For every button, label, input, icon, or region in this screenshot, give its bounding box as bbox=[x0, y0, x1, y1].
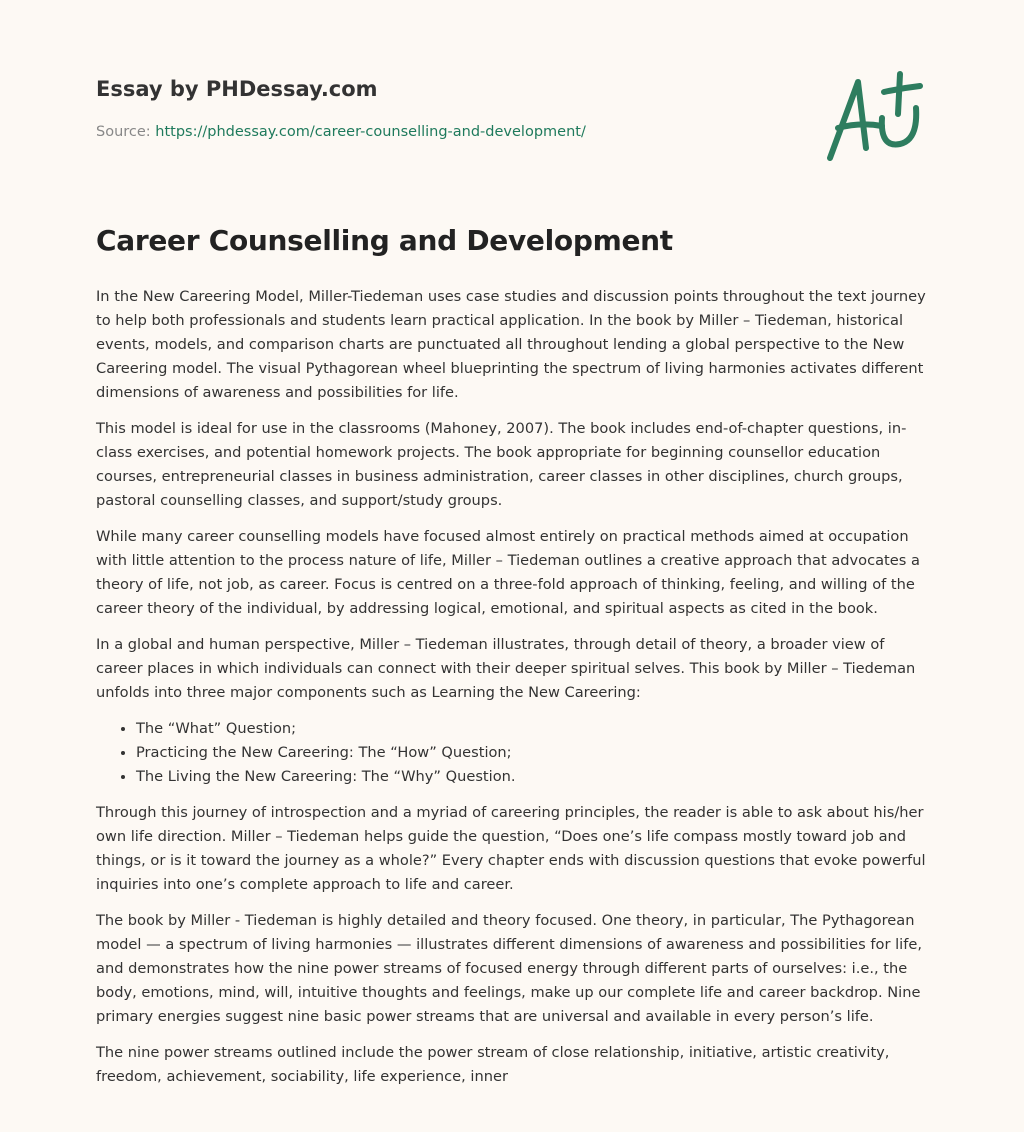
paragraph: In the New Careering Model, Miller-Tiedeman uses case studies and discussion points throughout the text journey to help both professionals and students learn practical application. In the book by Miller – Tiedeman, historical events, models, and comparison charts are punctuated all throughout lending a global perspective to the New Careering model. The visual Pythagorean wheel blueprinting the spectrum of living harmonies activates different dimensions of awareness and possibilities for life. bbox=[96, 288, 926, 401]
paragraph: While many career counselling models have focused almost entirely on practical methods aimed at occupation with little attention to the process nature of life, Miller – Tiedeman outlines a creative approach that advocates a theory of life, not job, as career. Focus is centred on a three-fold approach of thinking, feeling, and willing of the career theory of the individual, by addressing logical, emotional, and spiritual aspects as cited in the book. bbox=[96, 528, 920, 617]
paragraph: The nine power streams outlined include the power stream of close relationship, initiative, artistic creativity, freedom, achievement, sociability, life experience, inner bbox=[96, 1044, 890, 1085]
source-label: Source: bbox=[96, 124, 151, 140]
source-link[interactable]: https://phdessay.com/career-counselling-and-development/ bbox=[155, 124, 586, 140]
list-item: • The “What” Question; bbox=[136, 717, 932, 741]
paragraph: Through this journey of introspection and a myriad of careering principles, the reader is able to ask about his/her own life direction. Miller – Tiedeman helps guide the question, “Does one’s life compass mostly toward job and things, or is it toward the journey as a whole?” Every chapter ends with discussion questions that evoke powerful inquiries into one’s complete approach to life and career. bbox=[96, 804, 926, 893]
article-body bbox=[96, 285, 932, 1101]
a-plus-logo-icon bbox=[820, 68, 930, 168]
article-title: Career Counselling and Development bbox=[96, 224, 673, 257]
site-brand: Essay by PHDessay.com bbox=[96, 77, 378, 101]
paragraph: In a global and human perspective, Miller – Tiedeman illustrates, through detail of theory, a broader view of career places in which individuals can connect with their deeper spiritual selves. This book by Miller – Tiedeman unfolds into three major components such as Learning the New Careering: bbox=[96, 636, 916, 701]
paragraph: This model is ideal for use in the classrooms (Mahoney, 2007). The book includes end-of-chapter questions, in-class exercises, and potential homework projects. The book appropriate for beginning counsellor education courses, entrepreneurial classes in business administration, career classes in other disciplines, church groups, pastoral counselling classes, and support/study groups. bbox=[96, 420, 907, 509]
components-list bbox=[96, 717, 932, 789]
list-item: • Practicing the New Careering: The “How” Question; bbox=[136, 741, 932, 765]
paragraph: The book by Miller - Tiedeman is highly detailed and theory focused. One theory, in particular, The Pythagorean model — a spectrum of living harmonies — illustrates different dimensions of awareness and possibilities for life, and demonstrates how the nine power streams of focused energy through different parts of ourselves: i.e., the body, emotions, mind, will, intuitive thoughts and feelings, make up our complete life and career backdrop. Nine primary energies suggest nine basic power streams that are universal and available in every person’s life. bbox=[96, 912, 922, 1025]
list-item: • The Living the New Careering: The “Why” Question. bbox=[136, 765, 932, 789]
source-line bbox=[96, 124, 586, 140]
